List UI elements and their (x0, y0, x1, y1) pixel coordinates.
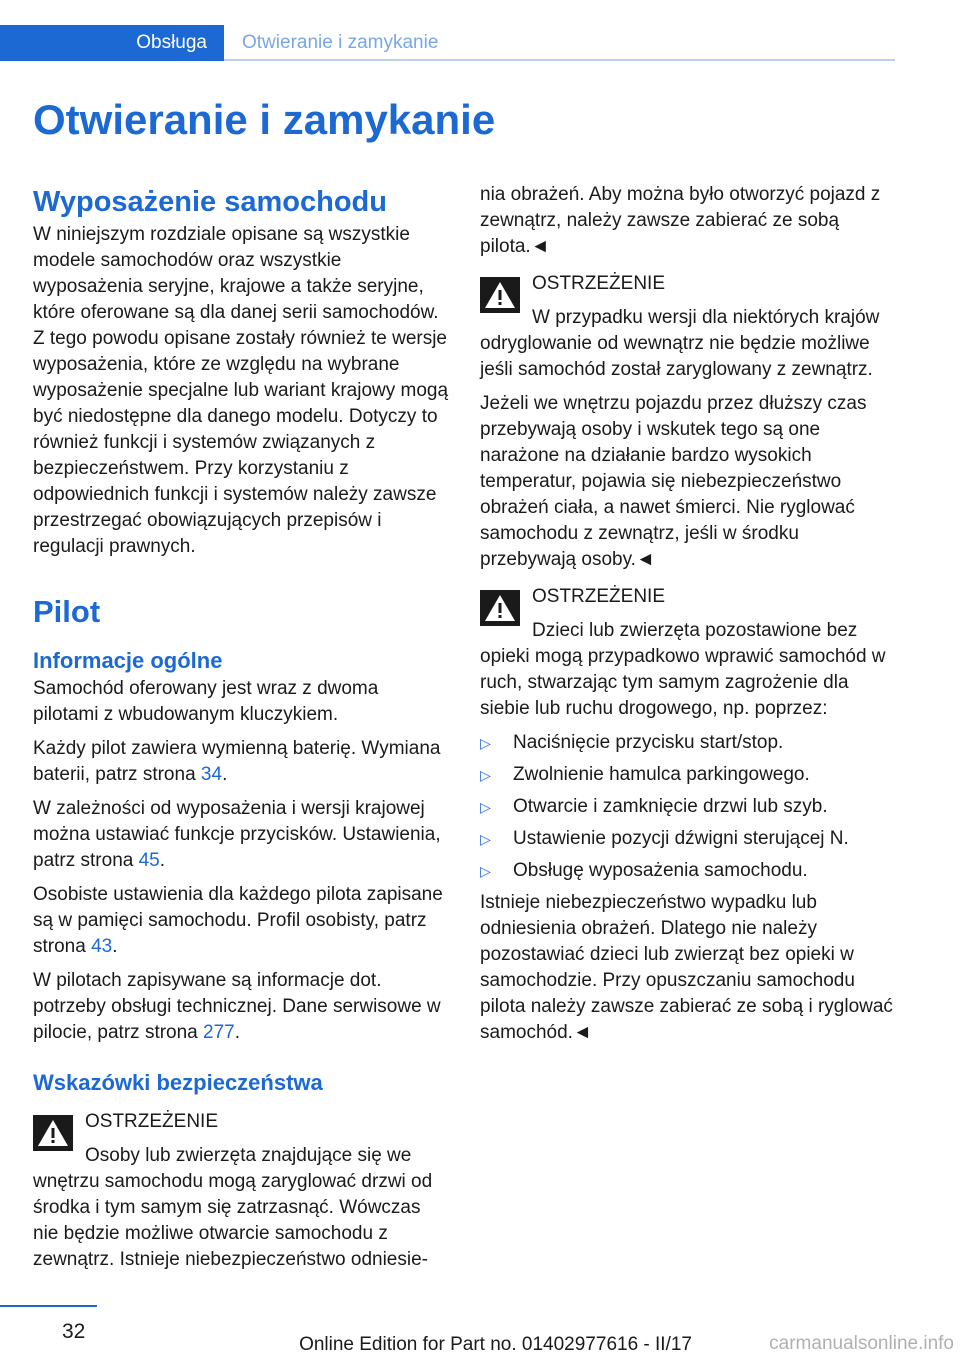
warning-label: OSTRZEŻENIE (532, 586, 666, 607)
warning-block-3 (480, 583, 896, 1046)
bullet-triangle-icon: ▷ (480, 863, 491, 879)
page-link-277[interactable]: 277 (203, 1022, 235, 1043)
list-item-text: Zwolnienie hamulca parkingowego. (513, 764, 810, 785)
list-item (480, 858, 896, 884)
paragraph-text: Osobiste ustawienia dla każdego pilota zapisane są w pamięci samochodu. Profil osobisty, patrz strona (33, 884, 443, 957)
remote-paragraph-3 (33, 796, 449, 874)
general-info-heading: Informacje ogólne (33, 648, 223, 673)
list-item-text: Obsługę wyposażenia samochodu. (513, 860, 808, 881)
warning-triangle-icon (480, 277, 520, 313)
paragraph-text: W zależności od wyposażenia i wersji krajowej można ustawiać funkcje przycisków. Ustawienia, patrz strona (33, 798, 441, 871)
warning-triangle-icon (480, 590, 520, 626)
warning-text-continued: nia obrażeń. Aby można było otworzyć pojazd z zewnątrz, należy zawsze zabierać ze sobą pilota.◄ (480, 184, 881, 257)
remote-paragraph-2 (33, 736, 449, 788)
list-item-text: Ustawienie pozycji dźwigni sterującej N. (513, 828, 849, 849)
chapter-tab[interactable]: Obsługa (0, 25, 224, 61)
header-divider (224, 59, 895, 61)
page-number: 32 (62, 1320, 86, 1343)
equipment-text: W niniejszym rozdziale opisane są wszystkie modele samochodów oraz wszystkie wyposażenia seryjne, krajowe a także seryjne, które oferowane są dla danej serii samochodów. Z tego powodu opisane zostały również te wersje wyposażenia, które ze względu na wybrane wyposażenie specjalne lub wariant krajowy mogą być niedostępne dla danego modelu. Dotyczy to również funkcji i systemów związanych z bezpieczeństwem. Przy korzystaniu z odpowiednich funkcji i systemów należy zawsze przestrzegać obowiązujących przepisów i regulacji prawnych. (33, 224, 449, 557)
bullet-triangle-icon: ▷ (480, 799, 491, 815)
page-header (0, 25, 895, 61)
warning-block-2 (480, 270, 896, 573)
hazard-list (480, 730, 896, 884)
bullet-triangle-icon: ▷ (480, 767, 491, 783)
page-link-34[interactable]: 34 (200, 764, 223, 785)
watermark: carmanualsonline.info (769, 1333, 954, 1354)
footer-divider (0, 1305, 97, 1307)
bullet-triangle-icon: ▷ (480, 735, 491, 751)
punctuation: . (234, 1022, 241, 1043)
warning-text: W przypadku wersji dla niektórych krajów odryglowanie od wewnątrz nie będzie możliwe jeśli samochód został zaryglowany z zewnątrz. (480, 307, 880, 380)
warning-label: OSTRZEŻENIE (85, 1111, 219, 1132)
paragraph-text: W pilotach zapisywane są informacje dot. potrzeby obsługi technicznej. Dane serwisowe w pilocie, patrz strona (33, 970, 441, 1043)
page-link-43[interactable]: 43 (91, 936, 113, 957)
page-link-45[interactable]: 45 (138, 850, 160, 871)
remote-paragraph-1: Samochód oferowany jest wraz z dwoma pilotami z wbudowanym kluczykiem. (33, 678, 379, 725)
remote-paragraph-4 (33, 882, 449, 960)
warning-block-1 (33, 1108, 449, 1273)
section-tab[interactable]: Otwieranie i zamykanie (242, 32, 439, 53)
list-item-text: Otwarcie i zamknięcie drzwi lub szyb. (513, 796, 828, 817)
list-item-text: Naciśnięcie przycisku start/stop. (513, 732, 784, 753)
warning-label: OSTRZEŻENIE (532, 273, 666, 294)
bullet-triangle-icon: ▷ (480, 831, 491, 847)
list-item (480, 794, 896, 820)
edition-text: Online Edition for Part no. 01402977616 - II/17 (299, 1334, 692, 1355)
list-item (480, 730, 896, 756)
punctuation: . (222, 764, 228, 785)
warning-text: Osoby lub zwierzęta znajdujące się we wnętrzu samochodu mogą zaryglować drzwi od środka i tym samym się zatrzasnąć. Wówczas nie będzie możliwe otwarcie samochodu z zewnątrz. Istnieje niebezpieczeństwo odniesie- (33, 1145, 433, 1270)
remote-paragraph-5 (33, 968, 449, 1046)
equipment-heading: Wyposażenie samochodu (33, 186, 387, 218)
left-column (33, 182, 449, 1281)
warning-text-2: Istnieje niebezpieczeństwo wypadku lub odniesienia obrażeń. Dlatego nie należy pozostawiać dzieci lub zwierząt bez opieki w samochodzie. Przy opuszczaniu samochodu pilota należy zawsze zabierać ze sobą i ryglować samochód.◄ (480, 892, 893, 1043)
remote-heading: Pilot (33, 594, 101, 629)
warning-triangle-icon (33, 1115, 73, 1151)
page-title: Otwieranie i zamykanie (33, 96, 496, 143)
right-column (480, 182, 896, 1054)
paragraph-text: Każdy pilot zawiera wymienną baterię. Wymiana baterii, patrz strona (33, 738, 441, 785)
list-item (480, 826, 896, 852)
punctuation: . (159, 850, 166, 871)
warning-text: Dzieci lub zwierzęta pozostawione bez opieki mogą przypadkowo wprawić samochód w ruch, stwarzając tym samym zagrożenie dla siebie lub ruchu drogowego, np. poprzez: (480, 620, 886, 719)
list-item (480, 762, 896, 788)
punctuation: . (112, 936, 118, 957)
safety-heading: Wskazówki bezpieczeństwa (33, 1070, 323, 1095)
warning-text-2: Jeżeli we wnętrzu pojazdu przez dłuższy czas przebywają osoby i wskutek tego są one narażone na działanie bardzo wysokich temperatur, pojawia się niebezpieczeństwo obrażeń ciała, a nawet śmierci. Nie ryglować samochodu z zewnątrz, jeśli w środku przebywają osoby.◄ (480, 393, 867, 570)
